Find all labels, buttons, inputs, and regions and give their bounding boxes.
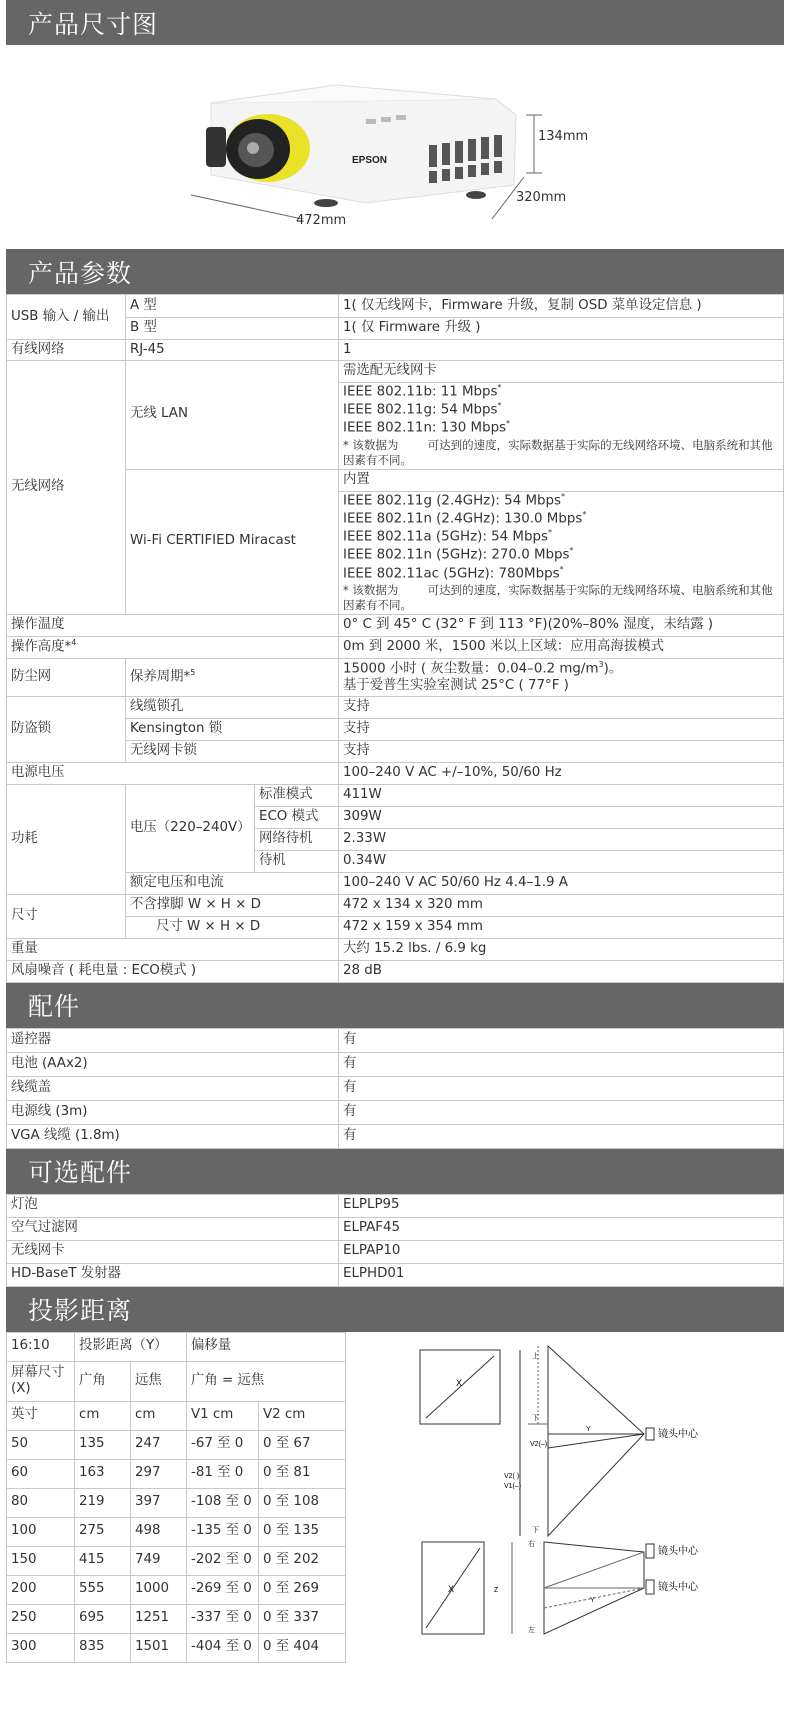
- width-dimension: 472mm: [296, 213, 347, 228]
- power-voltage-value: 100–240 V AC +/–10%, 50/60 Hz: [339, 762, 784, 784]
- weight-label: 重量: [7, 938, 339, 960]
- section-distance-header: [6, 1287, 784, 1332]
- accessories-table: [6, 1028, 784, 1149]
- table-row: VGA 线缆 (1.8m) 有: [7, 1124, 784, 1148]
- section-title: 投影距离: [28, 1296, 133, 1326]
- section-title: 配件: [28, 992, 81, 1022]
- wired-sub: RJ-45: [126, 340, 339, 361]
- projector-illustration: [6, 45, 784, 219]
- table-row: 电源线 (3m) 有: [7, 1100, 784, 1124]
- noise-label: 风扇噪音 ( 耗电量 : ECO模式 ): [7, 960, 339, 982]
- svg-text:上: 上: [532, 1352, 539, 1360]
- svg-text:X: X: [448, 1583, 455, 1594]
- temp-label: 操作温度: [7, 614, 339, 636]
- params-table: [6, 294, 784, 983]
- miracast-specs: IEEE 802.11g (2.4GHz): 54 Mbps* IEEE 802.11n (2.4GHz): 130.0 Mbps* IEEE 802.11a (5GHz): 54 Mbps* IEEE 802.11n (5GHz): 270.0 Mbps* IEEE 802.11ac (5GHz): 780Mbps* * 该数据为 可达到的速度，实际数据基于实际的无线网络环境、电脑系统和其他因素有不同。: [339, 491, 784, 614]
- table-row: 60 163 297 -81 至 0 0 至 81: [7, 1459, 346, 1488]
- section-title: 产品参数: [28, 258, 133, 288]
- lock-wireless: 无线网卡锁: [126, 740, 339, 762]
- usb-b: B 型: [126, 318, 339, 340]
- weight-value: 大约 15.2 lbs. / 6.9 kg: [339, 938, 784, 960]
- table-row: 300 835 1501 -404 至 0 0 至 404: [7, 1633, 346, 1662]
- size-full: 尺寸 W × H × D: [126, 916, 339, 938]
- table-row: 200 555 1000 -269 至 0 0 至 269: [7, 1575, 346, 1604]
- mode-standard: 标准模式: [255, 784, 339, 806]
- dust-value: 15000 小时 ( 灰尘数量：0.04–0.2 $mg/m^3$)。 基于爱普生实验室测试 25°C ( 77°F ): [339, 658, 784, 696]
- table-row: 50 135 247 -67 至 0 0 至 67: [7, 1430, 346, 1459]
- lock-wireless-value: 支持: [339, 740, 784, 762]
- usb-a-value: 1( 仅无线网卡，Firmware 升级，复制 OSD 菜单设定信息 ): [339, 295, 784, 318]
- mode-network-standby-value: 2.33W: [339, 828, 784, 850]
- dust-sub: 保养周期*$^5$: [126, 658, 339, 696]
- svg-text:镜头中心: 镜头中心: [658, 1581, 698, 1593]
- mode-eco-value: 309W: [339, 806, 784, 828]
- dust-label: 防尘网: [7, 658, 126, 696]
- rated-value: 100–240 V AC 50/60 Hz 4.4–1.9 A: [339, 872, 784, 894]
- lock-cable-value: 支持: [339, 696, 784, 718]
- lock-cable: 线缆锁孔: [126, 696, 339, 718]
- projection-diagram: [368, 1338, 778, 1680]
- table-row: 线缆盖 有: [7, 1076, 784, 1100]
- table-row: 空气过滤网 ELPAF45: [7, 1217, 784, 1240]
- section-title: 产品尺寸图: [28, 9, 159, 39]
- section-params-header: [6, 249, 784, 294]
- product-dimension-drawing: [6, 45, 784, 228]
- distance-section: [6, 1332, 784, 1682]
- table-row: 电池 (AAx2) 有: [7, 1052, 784, 1076]
- mode-standby: 待机: [255, 850, 339, 872]
- table-row: 80 219 397 -108 至 0 0 至 108: [7, 1488, 346, 1517]
- wireless-label: 无线网络: [7, 361, 126, 615]
- lens-center-label: 镜头中心: [658, 1428, 698, 1440]
- size-full-value: 472 x 159 x 354 mm: [339, 916, 784, 938]
- lock-label: 防盗锁: [7, 696, 126, 762]
- noise-value: 28 dB: [339, 960, 784, 982]
- lock-kensington: Kensington 锁: [126, 718, 339, 740]
- svg-text:Z: Z: [494, 1586, 499, 1594]
- size-no-feet: 不含撑脚 W × H × D: [126, 894, 339, 916]
- table-row: 250 695 1251 -337 至 0 0 至 337: [7, 1604, 346, 1633]
- voltage-label: 电压（220–240V）: [126, 784, 255, 872]
- usb-b-value: 1( 仅 Firmware 升级 ): [339, 318, 784, 340]
- options-table: [6, 1194, 784, 1287]
- mode-eco: ECO 模式: [255, 806, 339, 828]
- table-row: 150 415 749 -202 至 0 0 至 202: [7, 1546, 346, 1575]
- table-row: HD-BaseT 发射器 ELPHD01: [7, 1263, 784, 1286]
- depth-dimension: 320mm: [516, 190, 567, 205]
- lock-kensington-value: 支持: [339, 718, 784, 740]
- table-row: 灯泡 ELPLP95: [7, 1194, 784, 1217]
- mode-network-standby: 网络待机: [255, 828, 339, 850]
- svg-text:V2( ): V2( ): [504, 1472, 520, 1480]
- height-dimension: 134mm: [538, 129, 589, 144]
- wlan-specs: IEEE 802.11b: 11 Mbps* IEEE 802.11g: 54 Mbps* IEEE 802.11n: 130 Mbps* * 该数据为 可达到的速度，实际数据基于实际的无线网络环境、电脑系统和其他因素有不同。: [339, 383, 784, 470]
- mode-standard-value: 411W: [339, 784, 784, 806]
- section-options-header: [6, 1149, 784, 1194]
- rated-label: 额定电压和电流: [126, 872, 339, 894]
- svg-text:镜头中心: 镜头中心: [658, 1545, 698, 1557]
- brand-logo: EPSON: [352, 155, 388, 166]
- wired-label: 有线网络: [7, 340, 126, 361]
- section-size-header: [6, 0, 784, 45]
- section-accessories-header: [6, 983, 784, 1028]
- power-voltage-label: 电源电压: [7, 762, 339, 784]
- mode-standby-value: 0.34W: [339, 850, 784, 872]
- diagram-x: X: [456, 1377, 463, 1388]
- miracast-head: 内置: [339, 469, 784, 491]
- miracast-label: Wi-Fi CERTIFIED Miracast: [126, 469, 339, 614]
- section-title: 可选配件: [28, 1158, 133, 1188]
- svg-text:下: 下: [532, 1414, 539, 1422]
- altitude-value: 0m 到 2000 米，1500 米以上区域：应用高海拔模式: [339, 636, 784, 658]
- svg-text:Y: Y: [586, 1425, 591, 1433]
- size-no-feet-value: 472 x 134 x 320 mm: [339, 894, 784, 916]
- usb-label: USB 输入 / 输出: [7, 295, 126, 340]
- distance-table: 16:10 投影距离（Y） 偏移量 屏幕尺寸(X) 广角 远焦 广角 = 远焦 英寸 cm cm V1 cm V2 cm 50 135 247 -67 至 0 0 至 67 60 163 297 -81 至 0 0 至 81 80 219 397 -108 至 0 0 至 108 100 275 498 -135 至 0 0 至 135 150 415 749 -202 至 0 0 至 202 200 555 1000 -269 至 0 0 至 269 250 695 1251 -337 至 0 0 至 337 300 835 1501 -404 至 0 0 至 404: [6, 1332, 346, 1663]
- svg-text:左: 左: [528, 1626, 535, 1634]
- wlan-head: 需选配无线网卡: [339, 361, 784, 383]
- svg-text:右: 右: [528, 1540, 535, 1548]
- power-label: 功耗: [7, 784, 126, 894]
- svg-text:V1(–): V1(–): [504, 1482, 522, 1490]
- usb-a: A 型: [126, 295, 339, 318]
- altitude-label: 操作高度*$^4$: [7, 636, 339, 658]
- table-row: 100 275 498 -135 至 0 0 至 135: [7, 1517, 346, 1546]
- wlan-label: 无线 LAN: [126, 361, 339, 470]
- svg-text:下: 下: [532, 1526, 539, 1534]
- table-row: 无线网卡 ELPAP10: [7, 1240, 784, 1263]
- svg-text:Y: Y: [590, 1596, 595, 1604]
- svg-text:V2(–): V2(–): [530, 1440, 548, 1448]
- temp-value: 0° C 到 45° C (32° F 到 113 °F)(20%–80% 湿度，未结露 ): [339, 614, 784, 636]
- size-label: 尺寸: [7, 894, 126, 938]
- table-row: 遥控器 有: [7, 1028, 784, 1052]
- wired-value: 1: [339, 340, 784, 361]
